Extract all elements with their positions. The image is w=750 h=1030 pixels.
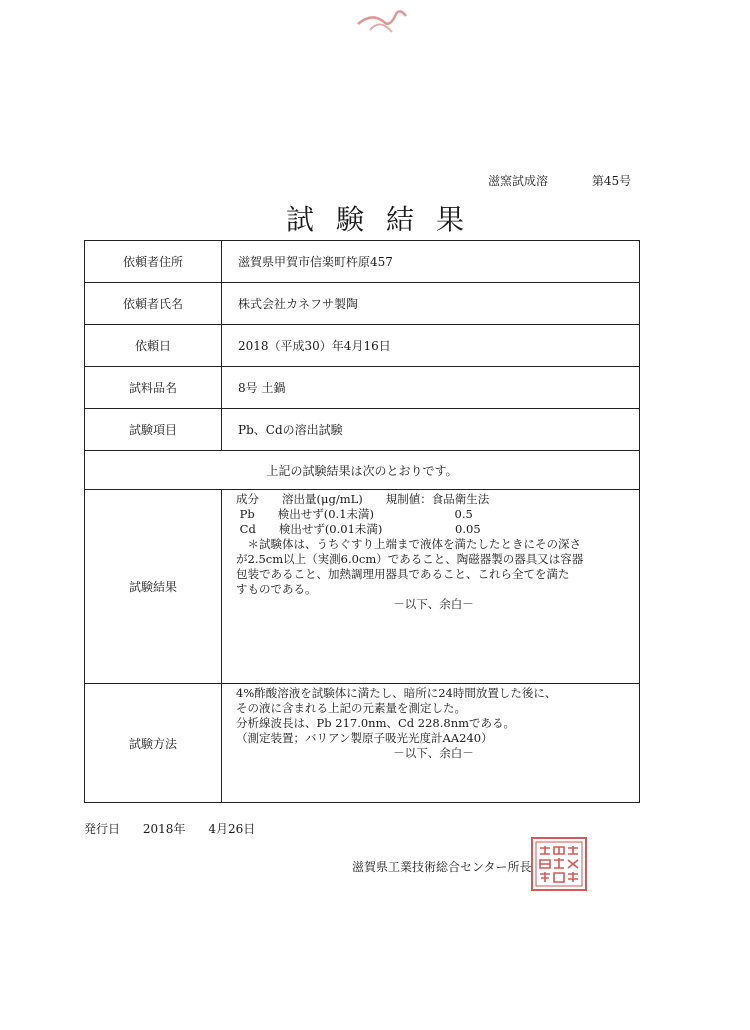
report-table (84, 240, 640, 803)
row-test-method (85, 684, 639, 802)
issue-label: 発行日 (84, 822, 121, 836)
results-line: が2.5cm以上（実測6.0cm）であること、陶磁器製の器具又は容器 (236, 552, 584, 566)
row-label: 依頼日 (85, 325, 222, 366)
row-client-name (85, 283, 639, 325)
results-content (222, 490, 639, 683)
certificate-prefix: 滋窯試成溶 (488, 174, 549, 188)
issuer-name: 滋賀県工業技術総合センター所長 (352, 860, 532, 874)
official-seal (530, 836, 588, 892)
method-ending: －以下、余白－ (393, 746, 474, 760)
row-value: Pb、Cdの溶出試験 (238, 423, 343, 437)
row-request-date (85, 325, 639, 367)
results-line: 成分 溶出量(μg/mL) 規制値：食品衛生法 (236, 492, 490, 506)
method-line: 4%酢酸溶液を試験体に満たし、暗所に24時間放置した後に、 (236, 686, 557, 700)
document-title: 試験結果 (285, 203, 486, 236)
row-label: 依頼者住所 (85, 241, 222, 282)
method-line: 分析線波長は、Pb 217.0nm、Cd 228.8nmである。 (236, 716, 516, 730)
row-label: 試験項目 (85, 409, 222, 450)
method-line: その液に含まれる上記の元素量を測定した。 (236, 701, 466, 715)
results-line: ＊試験体は、うちぐすり上端まで液体を満たしたときにその深さ (236, 537, 581, 551)
row-value: 8号 土鍋 (238, 381, 286, 395)
row-value: 株式会社カネフサ製陶 (238, 297, 359, 311)
row-label: 試料品名 (85, 367, 222, 408)
row-test-results (85, 490, 639, 684)
row-test-item (85, 409, 639, 451)
row-sample-name (85, 367, 639, 409)
top-stamp-mark (350, 4, 420, 42)
method-content (222, 684, 639, 802)
certificate-num: 第45号 (591, 174, 632, 188)
row-label: 試験方法 (85, 684, 222, 802)
row-value: 滋賀県甲賀市信楽町杵原457 (238, 255, 393, 269)
certificate-number (488, 172, 631, 189)
results-line: Cd 検出せず(0.01未満) 0.05 (236, 522, 481, 536)
results-line: すものである。 (236, 582, 317, 596)
issue-year: 2018年 (142, 822, 186, 836)
results-line: Pb 検出せず(0.1未満) 0.5 (236, 507, 473, 521)
row-value: 2018（平成30）年4月16日 (238, 339, 391, 353)
row-label: 試験結果 (85, 490, 222, 683)
results-ending: －以下、余白－ (393, 597, 474, 611)
results-line: 包装であること、加熱調理用器具であること、これら全てを満た (236, 567, 570, 581)
method-line: （測定装置；バリアン製原子吸光光度計AA240） (236, 731, 493, 745)
issue-date (84, 820, 255, 837)
issue-day: 4月26日 (208, 822, 256, 836)
row-client-address (85, 241, 639, 283)
results-notice: 上記の試験結果は次のとおりです。 (85, 451, 639, 490)
row-label: 依頼者氏名 (85, 283, 222, 324)
